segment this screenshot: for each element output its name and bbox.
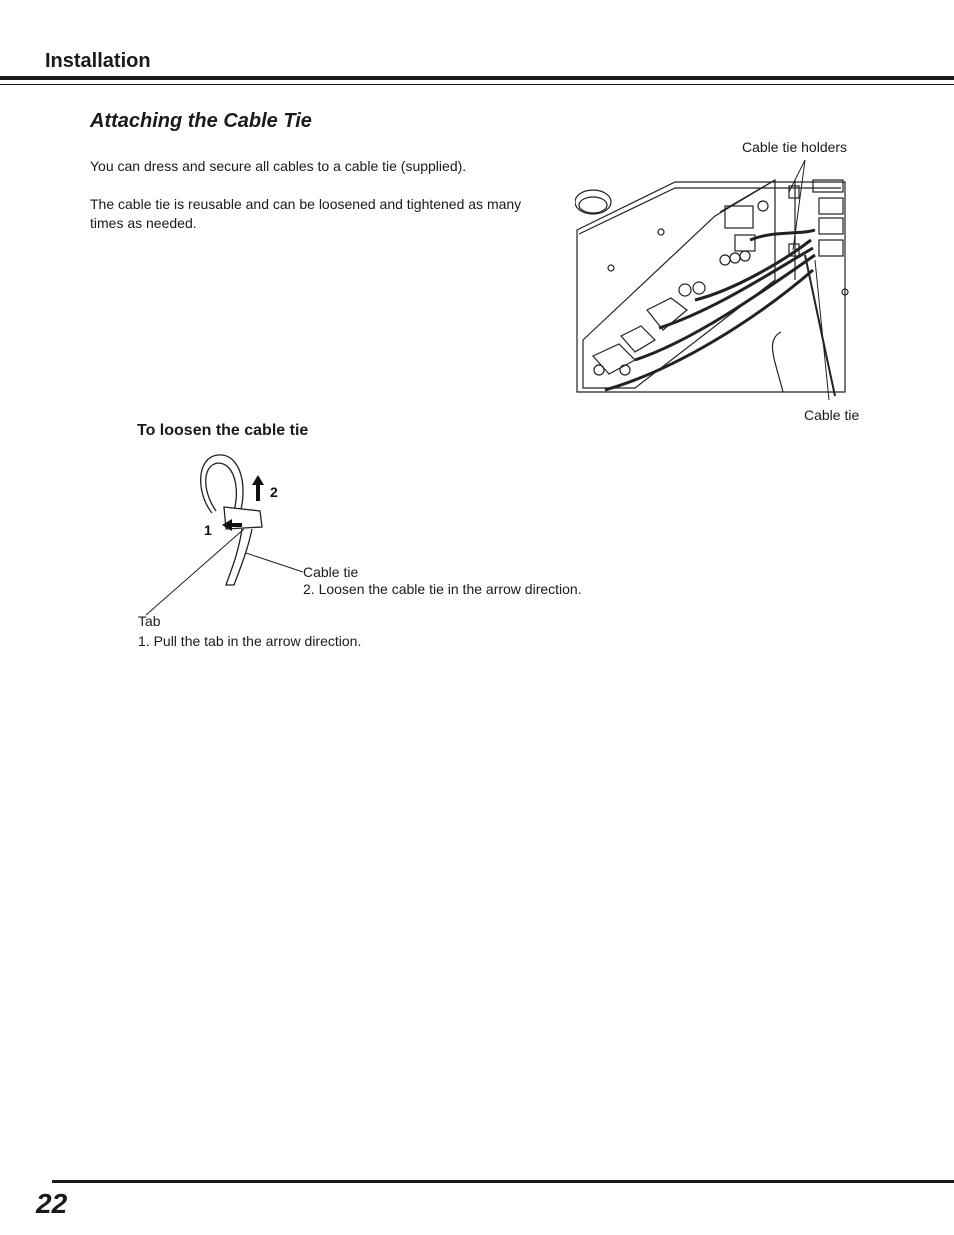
arrow-2-number: 2 bbox=[270, 484, 278, 500]
header-rule-thin bbox=[0, 84, 954, 85]
label-tab: Tab bbox=[138, 613, 161, 629]
page-heading: Attaching the Cable Tie bbox=[90, 110, 312, 132]
paragraph-supplied: You can dress and secure all cables to a cable tie (supplied). bbox=[90, 158, 467, 174]
projector-rear-illustration bbox=[575, 160, 860, 400]
footer-rule bbox=[52, 1180, 954, 1183]
cable-tie-step-group bbox=[303, 564, 582, 598]
step-2-text: 2. Loosen the cable tie in the arrow direction. bbox=[303, 581, 582, 597]
paragraph-reusable: The cable tie is reusable and can be loosened and tightened as many times as needed. bbox=[90, 196, 522, 231]
loosen-subheading: To loosen the cable tie bbox=[137, 422, 309, 439]
section-title: Installation bbox=[45, 50, 151, 72]
header-rule-thick bbox=[0, 76, 954, 80]
label-cable-tie-holders: Cable tie holders bbox=[742, 139, 848, 155]
label-cable-tie: Cable tie bbox=[303, 564, 359, 580]
tab-step-group bbox=[138, 611, 361, 651]
step-1-text: 1. Pull the tab in the arrow direction. bbox=[138, 633, 362, 649]
label-cable-tie-photo: Cable tie bbox=[804, 407, 860, 423]
page-number: 22 bbox=[36, 1188, 68, 1219]
arrow-1-number: 1 bbox=[204, 522, 212, 538]
